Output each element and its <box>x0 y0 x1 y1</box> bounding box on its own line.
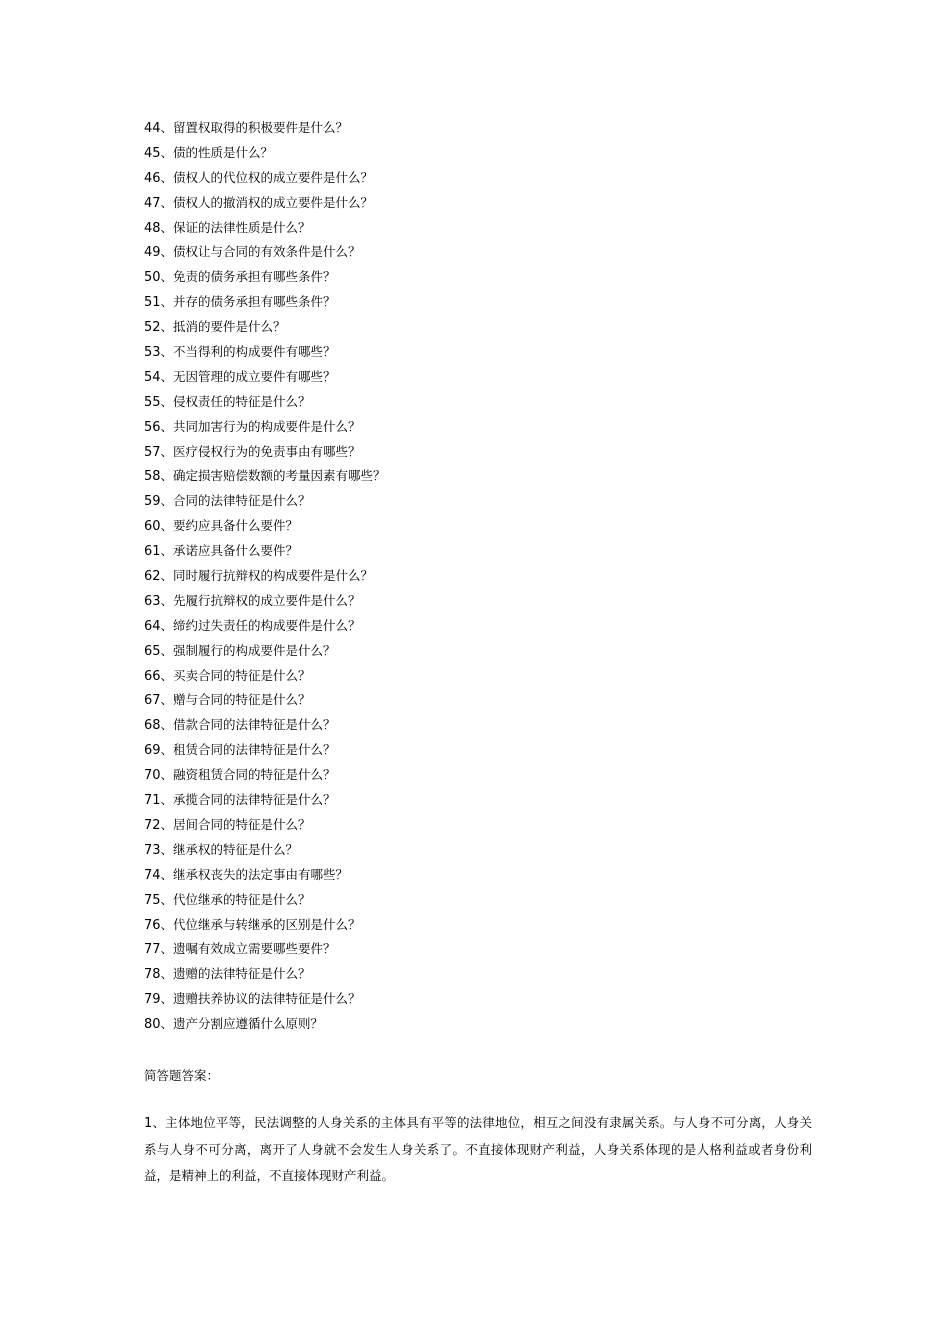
question-item <box>144 688 386 713</box>
question-number: 57 <box>144 444 161 460</box>
question-item <box>144 713 386 738</box>
question-number: 58 <box>144 469 161 485</box>
question-number: 46 <box>144 170 161 186</box>
question-text: 、融资租赁合同的特征是什么？ <box>160 767 336 783</box>
question-text: 、强制履行的构成要件是什么？ <box>160 642 336 658</box>
question-number: 78 <box>144 967 161 983</box>
question-item <box>144 116 386 141</box>
question-text: 、不当得利的构成要件有哪些？ <box>160 344 336 360</box>
question-item <box>144 415 386 440</box>
question-item <box>144 240 386 265</box>
question-text: 、共同加害行为的构成要件是什么？ <box>160 418 361 434</box>
question-item <box>144 987 386 1012</box>
question-number: 76 <box>144 917 161 933</box>
question-number: 69 <box>144 743 161 759</box>
question-number: 44 <box>144 121 161 136</box>
question-item <box>144 937 386 962</box>
question-number: 79 <box>144 992 161 1008</box>
question-text: 、留置权取得的积极要件是什么？ <box>160 120 349 135</box>
question-item <box>144 440 386 465</box>
question-text: 、要约应具备什么要件？ <box>160 518 299 534</box>
question-number: 59 <box>144 494 161 510</box>
question-number: 72 <box>144 817 161 833</box>
question-item <box>144 141 386 166</box>
question-item <box>144 1012 386 1037</box>
question-text: 、同时履行抗辩权的构成要件是什么？ <box>160 568 374 584</box>
question-number: 48 <box>144 220 161 236</box>
question-number: 74 <box>144 867 161 883</box>
question-item <box>144 464 386 489</box>
question-item <box>144 838 386 863</box>
question-number: 60 <box>144 519 161 535</box>
question-number: 70 <box>144 768 161 784</box>
question-item <box>144 166 386 191</box>
question-number: 62 <box>144 569 161 585</box>
question-number: 80 <box>144 1017 161 1033</box>
question-text: 、借款合同的法律特征是什么？ <box>160 717 336 733</box>
question-text: 、合同的法律特征是什么？ <box>160 493 311 509</box>
question-number: 63 <box>144 593 161 609</box>
question-number: 66 <box>144 668 161 684</box>
question-text: 、遗产分割应遵循什么原则？ <box>160 1016 324 1032</box>
question-number: 64 <box>144 618 161 634</box>
question-number: 54 <box>144 369 161 385</box>
question-text: 、买卖合同的特征是什么？ <box>160 667 311 683</box>
question-item <box>144 340 386 365</box>
question-text: 、继承权丧失的法定事由有哪些？ <box>160 866 349 882</box>
question-text: 、遗嘱有效成立需要哪些要件？ <box>160 941 336 957</box>
question-item <box>144 763 386 788</box>
question-text: 、医疗侵权行为的免责事由有哪些？ <box>160 443 361 459</box>
question-text: 、承揽合同的法律特征是什么？ <box>160 792 336 808</box>
question-item <box>144 365 386 390</box>
question-item <box>144 888 386 913</box>
question-item <box>144 216 386 241</box>
question-item <box>144 913 386 938</box>
question-text: 、侵权责任的特征是什么？ <box>160 393 311 409</box>
question-item <box>144 191 386 216</box>
question-item <box>144 589 386 614</box>
question-number: 68 <box>144 718 161 734</box>
question-item <box>144 664 386 689</box>
question-text: 、代位继承与转继承的区别是什么？ <box>160 916 361 932</box>
question-item <box>144 390 386 415</box>
question-item <box>144 539 386 564</box>
question-number: 65 <box>144 643 161 659</box>
question-number: 45 <box>144 145 161 161</box>
question-list <box>144 116 386 1037</box>
question-number: 77 <box>144 942 161 958</box>
question-number: 47 <box>144 195 161 211</box>
question-item <box>144 962 386 987</box>
question-number: 56 <box>144 419 161 435</box>
question-text: 、缔约过失责任的构成要件是什么？ <box>160 617 361 633</box>
question-number: 49 <box>144 245 161 261</box>
question-text: 、债的性质是什么？ <box>160 144 274 160</box>
question-text: 、租赁合同的法律特征是什么？ <box>160 742 336 758</box>
question-text: 、债权人的撤消权的成立要件是什么？ <box>160 194 374 210</box>
question-text: 、赠与合同的特征是什么？ <box>160 692 311 708</box>
question-text: 、先履行抗辩权的成立要件是什么？ <box>160 592 361 608</box>
question-text: 、继承权的特征是什么？ <box>160 841 299 857</box>
question-text: 、债权人的代位权的成立要件是什么？ <box>160 169 374 185</box>
question-text: 、居间合同的特征是什么？ <box>160 816 311 832</box>
question-text: 、抵消的要件是什么？ <box>160 319 286 335</box>
question-item <box>144 863 386 888</box>
question-item <box>144 614 386 639</box>
question-number: 61 <box>144 544 161 560</box>
answer-number: 1 <box>144 1116 153 1131</box>
question-item <box>144 290 386 315</box>
question-number: 52 <box>144 320 161 336</box>
question-text: 、保证的法律性质是什么？ <box>160 219 311 235</box>
question-item <box>144 265 386 290</box>
question-item <box>144 813 386 838</box>
question-item <box>144 514 386 539</box>
question-item <box>144 738 386 763</box>
question-text: 、遗赠扶养协议的法律特征是什么？ <box>160 991 361 1007</box>
question-number: 71 <box>144 793 161 809</box>
question-item <box>144 489 386 514</box>
question-text: 、免责的债务承担有哪些条件？ <box>160 269 336 285</box>
question-text: 、无因管理的成立要件有哪些？ <box>160 368 336 384</box>
question-number: 75 <box>144 892 161 908</box>
question-item <box>144 639 386 664</box>
answer-item <box>144 1110 812 1189</box>
question-text: 、债权让与合同的有效条件是什么？ <box>160 244 361 260</box>
question-text: 、承诺应具备什么要件？ <box>160 543 299 559</box>
question-item <box>144 315 386 340</box>
question-number: 73 <box>144 842 161 858</box>
question-item <box>144 788 386 813</box>
answer-text: 、主体地位平等，民法调整的人身关系的主体具有平等的法律地位，相互之间没有隶属关系。与人身不可分离，人身关系与人身不可分离，离开了人身就不会发生人身关系了。不直接体现财产利益，人身关系体现的是人格利益或者身份利益，是精神上的利益，不直接体现财产利益。 <box>144 1115 812 1183</box>
question-text: 、确定损害赔偿数额的考量因素有哪些？ <box>160 468 386 484</box>
question-item <box>144 564 386 589</box>
question-number: 67 <box>144 693 161 709</box>
question-number: 55 <box>144 394 161 410</box>
question-text: 、遗赠的法律特征是什么？ <box>160 966 311 982</box>
answers-heading: 简答题答案： <box>144 1068 220 1083</box>
question-number: 51 <box>144 295 161 311</box>
question-number: 50 <box>144 270 161 286</box>
question-text: 、代位继承的特征是什么？ <box>160 891 311 907</box>
question-text: 、并存的债务承担有哪些条件？ <box>160 294 336 310</box>
question-number: 53 <box>144 345 161 361</box>
